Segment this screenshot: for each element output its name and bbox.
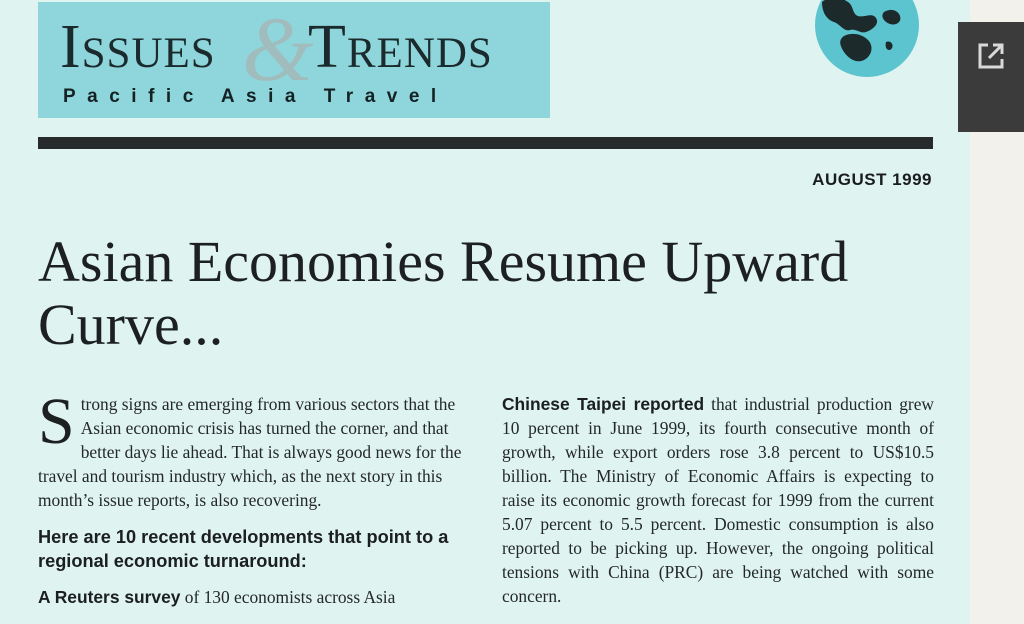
external-link-icon — [975, 40, 1007, 72]
masthead — [38, 2, 550, 118]
taipei-lead: Chinese Taipei reported — [502, 394, 705, 414]
intro-text: trong signs are emerging from various sectors that the Asian economic crisis has turned the corner, and that better days lie ahead. That is always good news for the travel and tourism industry which, as the next story in this month’s issue reports, is also recovering. — [38, 394, 462, 510]
reuters-paragraph — [38, 585, 470, 609]
article-headline: Asian Economies Resume Upward Curve... — [38, 229, 849, 357]
reuters-lead: A Reuters survey — [38, 587, 181, 607]
masthead-subtitle: Pacific Asia Travel — [63, 86, 448, 107]
section-subhead: Here are 10 recent developments that point to a regional economic turnaround: — [38, 527, 449, 571]
article-column-left — [38, 385, 470, 609]
globe-icon — [814, 0, 920, 78]
open-external-button[interactable] — [958, 22, 1024, 132]
taipei-text: that industrial production grew 10 percent in June 1999, its fourth consecutive month of growth, while export orders rose 3.8 percent to US$10.5 billion. The Ministry of Economic Affairs is expecting to raise its economic growth forecast for 1999 from the current 5.07 percent to 5.5 percent. Domestic consumption is also reported to be picking up. However, the ongoing political tensions with China (PRC) are being watched with some concern. — [502, 394, 934, 606]
article-column-right — [502, 392, 934, 608]
taipei-paragraph — [502, 392, 934, 608]
reuters-text: of 130 economists across Asia — [180, 587, 396, 607]
drop-cap: S — [38, 385, 75, 458]
header-rule — [38, 137, 933, 149]
intro-paragraph — [38, 385, 470, 512]
masthead-word-issues: Issues — [60, 13, 216, 81]
masthead-word-trends: Trends — [308, 13, 493, 81]
masthead-ampersand: & — [242, 0, 314, 100]
issue-date: AUGUST 1999 — [812, 170, 932, 189]
